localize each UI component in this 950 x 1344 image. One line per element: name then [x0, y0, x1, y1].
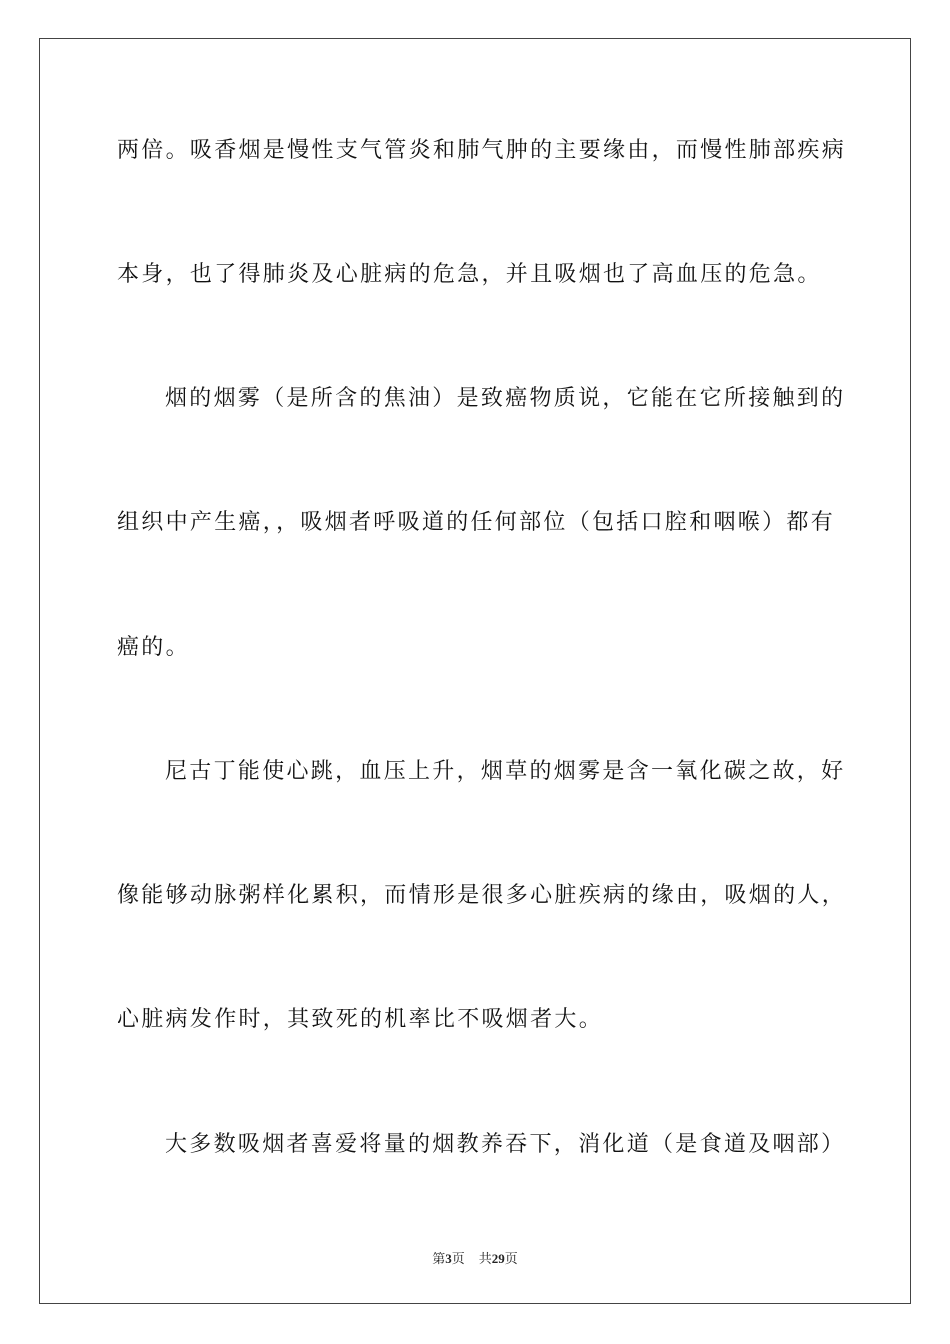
body-text-line: 大多数吸烟者喜爱将量的烟教养吞下，消化道（是食道及咽部）	[165, 1132, 846, 1157]
page-unit: 页	[451, 1251, 465, 1266]
body-text-line: 烟的烟雾（是所含的焦油）是致癌物质说，它能在它所接触到的	[165, 386, 846, 411]
body-text-line: 本身，也了得肺炎及心脏病的危急，并且吸烟也了高血压的危急。	[117, 262, 822, 287]
body-text-line: 癌的。	[117, 635, 190, 660]
total-unit: 页	[504, 1251, 518, 1266]
page-prefix: 第	[432, 1251, 446, 1266]
body-text-line: 尼古丁能使心跳，血压上升，烟草的烟雾是含一氧化碳之故，好	[165, 759, 846, 784]
body-text-line: 心脏病发作时，其致死的机率比不吸烟者大。	[117, 1007, 604, 1032]
page-number: 3	[445, 1251, 452, 1266]
page-footer	[0, 1248, 950, 1267]
body-text-line: 像能够动脉粥样化累积，而情形是很多心脏疾病的缘由，吸烟的人，	[117, 883, 847, 908]
body-text-line: 组织中产生癌，，吸烟者呼吸道的任何部位（包括口腔和咽喉）都有	[117, 510, 836, 535]
total-pages: 29	[491, 1251, 505, 1266]
page-border	[39, 38, 911, 1304]
total-prefix: 共	[478, 1251, 492, 1266]
body-text-line: 两倍。吸香烟是慢性支气管炎和肺气肿的主要缘由，而慢性肺部疾病	[117, 138, 847, 163]
